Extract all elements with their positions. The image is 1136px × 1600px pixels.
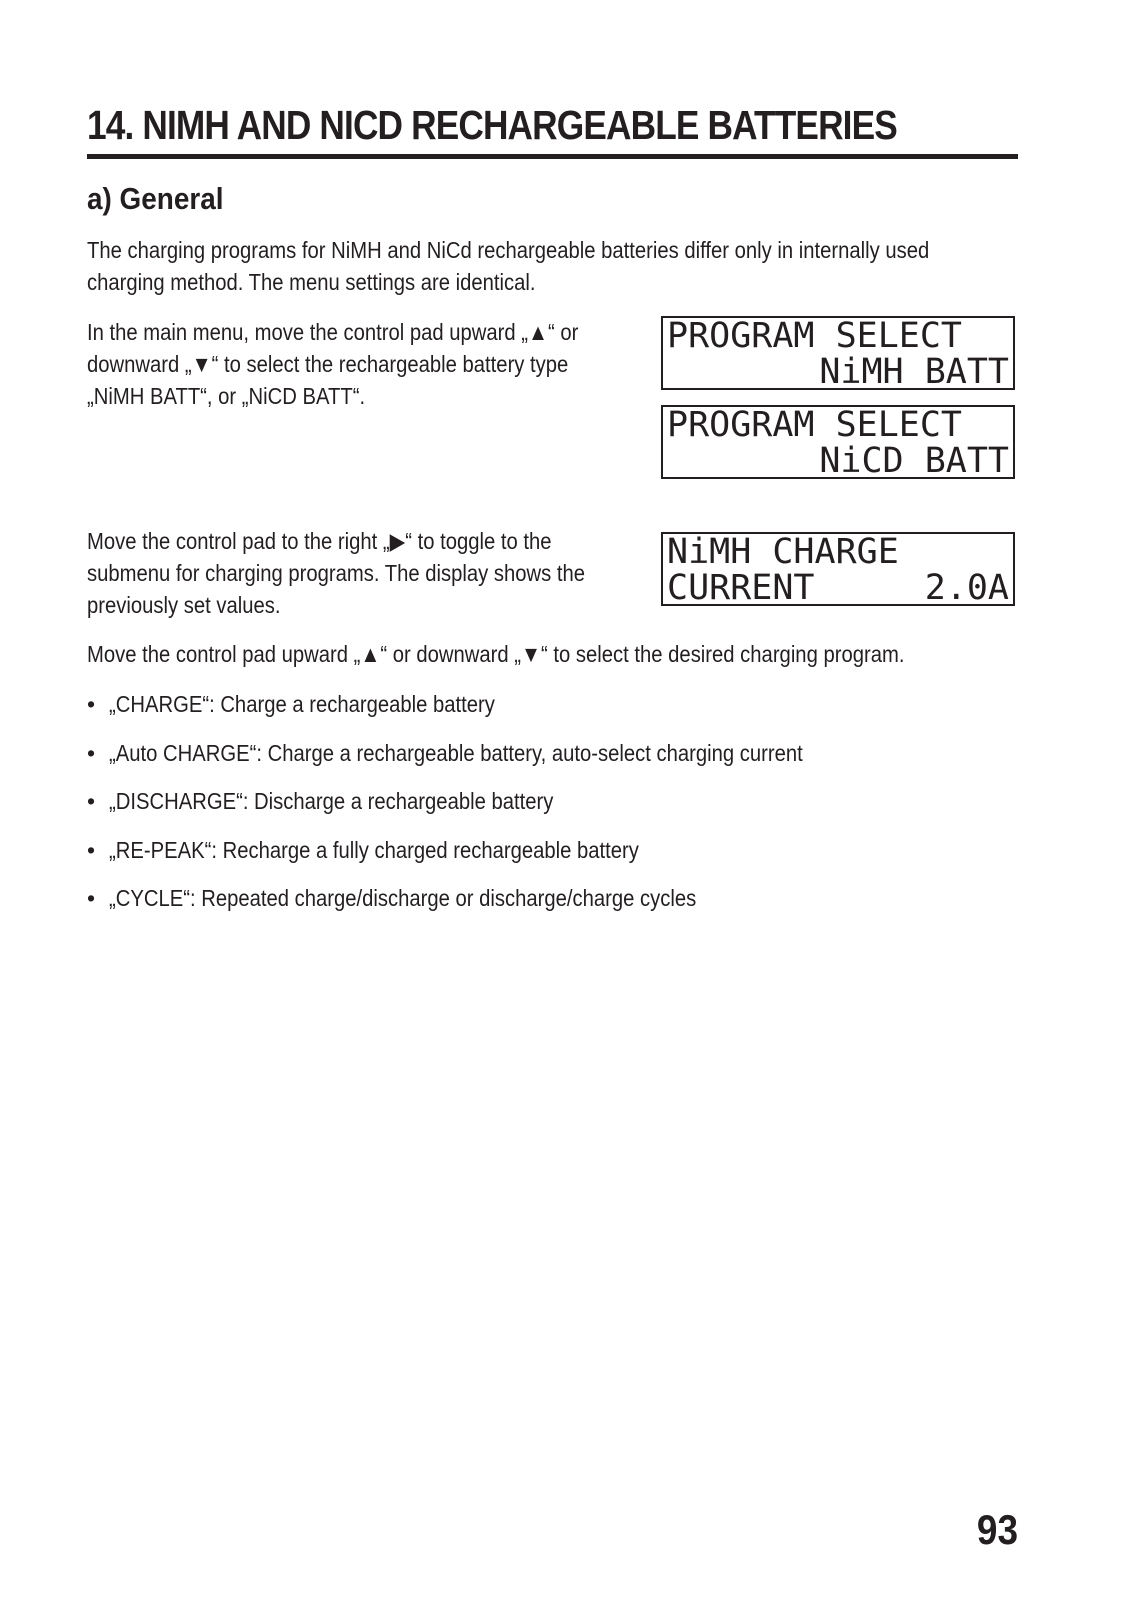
intro-paragraph	[87, 234, 1029, 298]
list-item	[87, 882, 1087, 931]
lcd-line: PROGRAM SELECT	[667, 316, 963, 356]
select-line-3: „NiMH BATT“, or „NiCD BATT“.	[87, 383, 366, 409]
lcd-line: NiMH CHARGE	[667, 532, 899, 572]
page-number: 93	[976, 1506, 1018, 1553]
lcd-display-nimh-charge	[661, 532, 1015, 606]
lcd-display-nimh-select	[661, 316, 1015, 390]
title-rule	[87, 154, 1018, 159]
lcd-line: NiMH BATT	[819, 352, 1009, 392]
list-item	[87, 785, 1087, 834]
intro-line-1: The charging programs for NiMH and NiCd rechargeable batteries differ only in internally used	[87, 237, 930, 263]
list-item	[87, 688, 1087, 737]
lcd-display-nicd-select	[661, 405, 1015, 479]
program-list	[87, 688, 1087, 931]
bullet-marker: •	[87, 788, 96, 814]
list-item-text: „CYCLE“: Repeated charge/discharge or discharge/charge cycles	[109, 885, 697, 911]
select-program-paragraph: Move the control pad upward „▲“ or downward „▼“ to select the desired charging program.	[87, 641, 905, 667]
list-item	[87, 834, 1087, 883]
list-item-text: „Auto CHARGE“: Charge a rechargeable battery, auto-select charging current	[109, 739, 803, 766]
toggle-submenu-paragraph	[87, 525, 624, 621]
intro-line-2: charging method. The menu settings are identical.	[87, 269, 536, 295]
page-title: 14. NIMH AND NICD RECHARGEABLE BATTERIES	[87, 102, 897, 148]
list-item-text: „CHARGE“: Charge a rechargeable battery	[109, 691, 495, 717]
bullet-marker: •	[87, 691, 96, 717]
bullet-marker: •	[87, 836, 96, 863]
select-line-2: downward „▼“ to select the rechargeable battery type	[87, 351, 569, 377]
toggle-line-3: previously set values.	[87, 592, 281, 618]
lcd-current-value: 2.0A	[924, 568, 1009, 608]
toggle-line-2: submenu for charging programs. The display shows the	[87, 560, 586, 586]
list-item-text: „RE-PEAK“: Recharge a fully charged rechargeable battery	[109, 836, 639, 863]
select-battery-paragraph	[87, 316, 615, 412]
list-item	[87, 737, 1087, 786]
bullet-marker: •	[87, 885, 96, 911]
bullet-marker: •	[87, 739, 96, 766]
select-line-1: In the main menu, move the control pad upward „▲“ or	[87, 319, 579, 345]
lcd-line	[667, 570, 1009, 606]
toggle-line-1: Move the control pad to the right „▶“ to toggle to the	[87, 528, 552, 554]
lcd-current-label: CURRENT	[667, 568, 815, 608]
lcd-line: PROGRAM SELECT	[667, 405, 963, 445]
list-item-text: „DISCHARGE“: Discharge a rechargeable battery	[109, 788, 554, 814]
section-heading: a) General	[87, 181, 224, 216]
lcd-line: NiCD BATT	[819, 441, 1009, 481]
